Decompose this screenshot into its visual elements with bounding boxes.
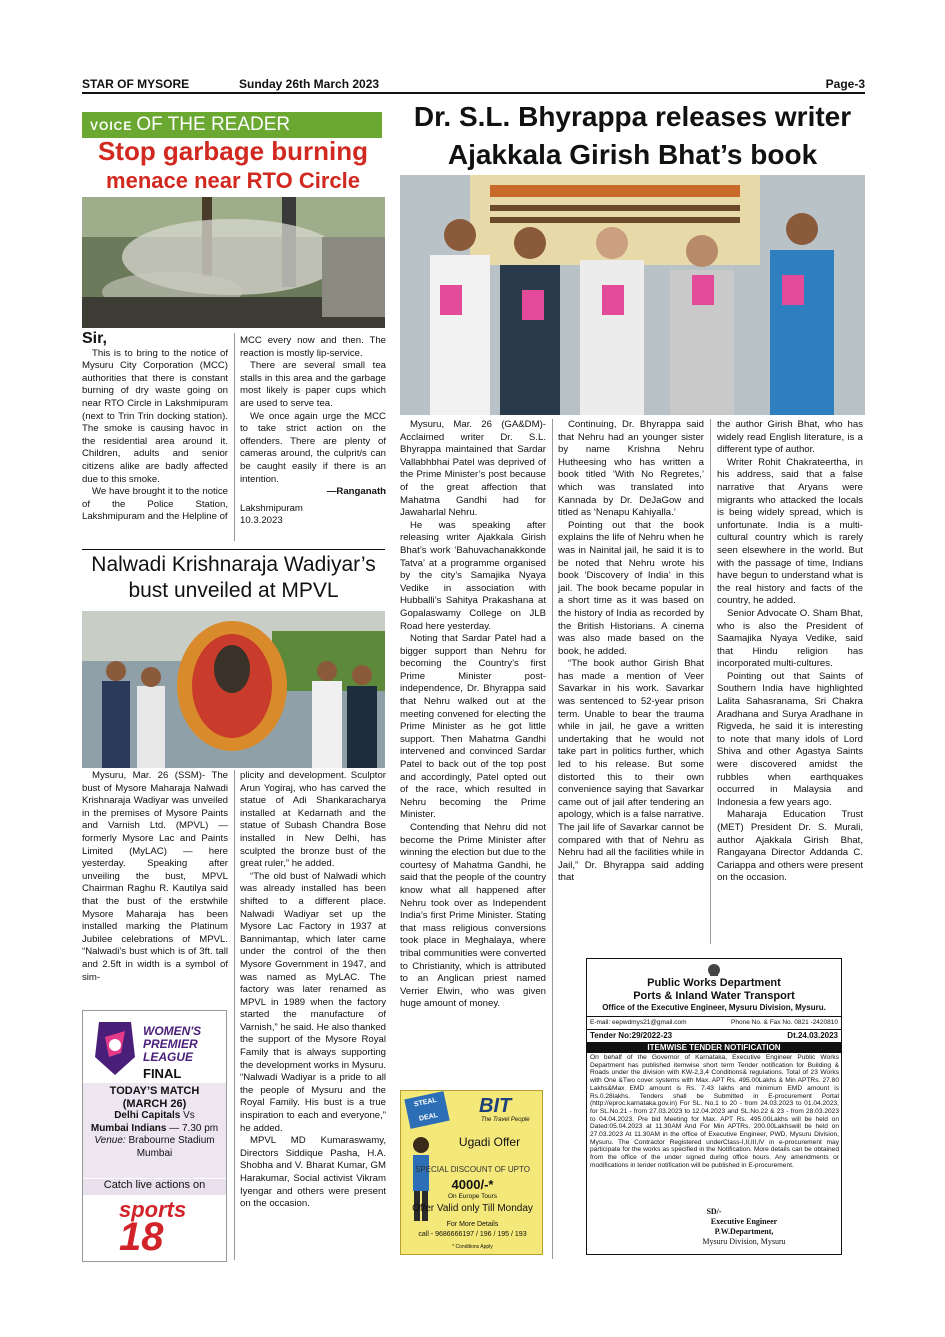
tender-email: E-mail: eepwdmys21@gmail.com [590, 1019, 687, 1026]
bust-text-col2 [240, 770, 386, 1264]
bust-headline-2: bust unveiled at MPVL [128, 579, 339, 602]
issue-date: Sunday 26th March 2023 [239, 77, 380, 91]
wpl-vs: Vs [183, 1110, 195, 1121]
paper-name: STAR OF MYSORE [82, 77, 190, 91]
page-number: Page-3 [825, 77, 865, 91]
voice-label-rest: OF THE READER [136, 114, 291, 135]
bhyrappa-headline-1: Dr. S.L. Bhyrappa releases writer [413, 101, 852, 132]
wpl-logo-icon [89, 1017, 139, 1077]
voice-place: Lakshmipuram [240, 502, 303, 514]
bust-para: plicity and development. Sculptor Arun Yogiraj, who has carved the statue of Adi Shankaracharya installed at Kedarnath and the statue of Subash Chandra Bose installed in New Delhi, has sculpted the bronze bust of the great ruler,” he added. [240, 770, 386, 870]
voice-label: VOICE [90, 119, 133, 133]
tender-phone: Phone No. & Fax No. 0821 -2420810 [731, 1019, 838, 1026]
offer-valid: Offer Valid only Till Monday [412, 1203, 533, 1214]
voice-text-col1 [82, 330, 228, 523]
column-divider [234, 333, 235, 541]
bhyrappa-para: Maharaja Education Trust (MET) President Dr. S. Murali, author Ajakkala Girish Bhat, Rangayana Director Addanda C. Cariappa and others were present on the occasion. [717, 809, 863, 884]
book-release-photo [400, 175, 865, 415]
tender-office: Office of the Executive Engineer, Mysuru Division, Mysuru. [602, 1003, 826, 1012]
bhyrappa-para: Contending that Nehru did not become the Prime Minister after winning the election but due to the courtesy of Mahatma Gandhi, he said that the people of the country know what all happened after Nehru took over as Independent India’s first Prime Minister. Stating that mass religious conversions took place in Meghalaya, where tribal communities were converted to Christianity, which is attributed to an Anglican priest named Verrier Elwin, who was given huge amount of money. [400, 822, 546, 1010]
conditions-apply: * Conditions Apply [452, 1244, 493, 1250]
wpl-team2: Mumbai Indians [90, 1122, 167, 1134]
voice-para: This is to bring to the notice of Mysuru City Corporation (MCC) authorities that there is constant burning of dry waste going on near RTO Circle in Lakshmipuram (next to Trin Trin docking station). The smoke is causing havoc in the residential area around it. Children, adults and senior citizens alike are badly affected due to this smoke. [82, 347, 228, 485]
tender-body: On behalf of the Governor of Karnataka, Executive Engineer Public Works Department has published itemwise short term Tender notification for Building & Roads under the division with KW-2,3,4 Conditions& regulations. Total of 23 Works with One &Two cover systems with Max. APT Rs. 495.00Lakhs & Min APTRs. 27.80 Lakhs&Max EMD amount is Rs. 7.43 lakhs and minimum EMD amount is Rs.0.28lakhs. Tenders shall be Submitted in E-procurement Portal (http://eproc.karnataka.gov.in) For SL. No.1 to 20 - from 24.03.2023 to 01.04.2023, for SL.No.21 - from 27.03.2023 to 12.04.2023 and SL.No.22 & 23 - from 28.03.2023 to 04.04.2023. Pre bid Meeting for Max. APT Rs. 495.00Lakhs will be held on Dated:05.04.2023 at 11.30AM And For Min APTRs. 200.00Lakhswill be held on 27.03.2023 At 11.30AM in the office of Executive Engineer, PWD, Mysuru Division, Mysuru. The Contractor Registered underClass-I,II,III,IV in e-procurement may participate for the works as specified in the Notification. More details can be obtained from the office of the under signed during office hours. Any amendments or modifications in tender notification will be published in E-procurement. [590, 1054, 839, 1169]
voice-of-reader-banner [82, 112, 382, 138]
wpl-line1: WOMEN'S [143, 1024, 202, 1038]
more-details: For More Details [446, 1221, 499, 1228]
ugadi-offer: Ugadi Offer [458, 1135, 521, 1149]
wpl-venue-label: Venue: [94, 1135, 126, 1146]
wpl-line2: PREMIER [143, 1037, 198, 1051]
bust-para: “The old bust of Nalwadi which was already installed has been shifted to a different place. Nalwadi Wadiyar set up the Mysore Lac Factory in 1937 at Bannimantap, which later came under the control of the then Mysore Government in 1947, and was named as MyLAC. The factory was later renamed as MPVL in 1989 when the factory started the manufacture of Varnish,” he said. He also thanked the support of the Mysore Royal Family that is always supporting the development works in Mysuru. “Nalwadi Wadiyar is a pride to all the people of Mysuru and the Royal Family. His bust is a true inspiration to each and everyone,” he added. [240, 870, 386, 1134]
book-release-art [400, 175, 865, 415]
column-divider [552, 419, 553, 1259]
bust-text-col1 [82, 770, 228, 1002]
tender-rule [587, 1029, 841, 1030]
discount-star: * [488, 1177, 494, 1192]
bhyrappa-para: Writer Rohit Chakrateertha, in his address, said that a false narrative that Aryans were migrants who attacked the locals is being widely spread, which is unfortunate. India is a multi-cultural country which is rarely seen elsewhere in the world. But with the passage of time, Indians have begun to understand what is the real history and facts of the country, he added. [717, 456, 863, 607]
column-divider [710, 419, 711, 944]
wpl-team1: Delhi Capitals [114, 1110, 181, 1121]
sports-logo: sports [119, 1197, 187, 1222]
steal-deal-badge: STEAL DEAL [404, 1091, 449, 1129]
wpl-city: Mumbai [136, 1147, 173, 1159]
garbage-burning-photo [82, 197, 385, 328]
bhyrappa-para: Pointing out that Saints of Southern India have highlighted Lalita Sahasranama, Sri Chakra Aradhana and Surya Aradhane in Rigveda, he said it is interesting to note that many idols of Lord Shiva and other Agastya Saints were discovered amidst the rubbles when earthquakes occurred in Malaysia and Indonesia a few years ago. [717, 670, 863, 808]
bhyrappa-headline-2: Ajakkala Girish Bhat’s book [447, 139, 818, 170]
tender-sd: SD/- [706, 1207, 722, 1216]
wpl-final: FINAL [143, 1066, 182, 1081]
tender-sub: Ports & Inland Water Transport [633, 990, 795, 1002]
wpl-ad [82, 1010, 227, 1262]
bust-headline-1: Nalwadi Krishnaraja Wadiyar’s [91, 553, 376, 576]
tender-number: Tender No:29/2022-23 [590, 1031, 673, 1040]
voice-text-col2 [240, 335, 386, 547]
bhyrappa-para: the author Girish Bhat, who has widely read English literature, is a different type of author. [717, 419, 863, 456]
tender-banner: ITEMWISE TENDER NOTIFICATION [587, 1042, 841, 1053]
voice-para: There are several small tea stalls in this area and the garbage most likely is paper cups which are used to serve tea. [240, 360, 386, 409]
bhyrappa-para: Continuing, Dr. Bhyrappa said that Nehru had an younger sister by name Krishna Nehru Hutheesing who has written a book titled ‘With No Regretes,’ which was translated into Kannada by Dr. DeJaGow and titled as ‘Nenapu Kahiyalla.’ [558, 419, 704, 519]
voice-headline-2: menace near RTO Circle [106, 168, 360, 193]
voice-date: 10.3.2023 [240, 515, 283, 527]
voice-signature: —Ranganath [326, 486, 386, 498]
wpl-time: — 7.30 pm [169, 1122, 219, 1134]
wpl-catch: Catch live actions on [83, 1179, 226, 1195]
bhyrappa-para: “The book author Girish Bhat has made a mention of Veer Savarkar in his work. Savarkar was sentenced to 52-year prison term. Unable to bear the trauma while in jail, he gave a written undertaking that he would not take part in politics further, which led to his release. But some distorted this to their own convenience saying that Savarkar came out of jail after tendering an apology, which is a false narrative. The jail life of Savarkar cannot be compared with that of Nehru as Nehru had all the facilities while in Jail,” Dr. Bhyrappa said adding that [558, 658, 704, 884]
bhyrappa-para: Noting that Sardar Patel had a bigger support than Nehru for becoming the Country’s first Prime Minister post-independence, Dr. Bhyrappa said that Nehru walked out at the meeting convened for electing the Prime Minister as he got little support. Then Mahatma Gandhi intervened and convinced Sardar Patel to back out of the top post and accordingly, Patel opted out of the race, which resulted in Nehru becoming the Prime Minister. [400, 633, 546, 821]
call-numbers: call - 9686666197 / 196 / 195 / 193 [418, 1231, 527, 1238]
bit-logo: BIT [479, 1095, 512, 1117]
tender-dept: Public Works Department [647, 977, 781, 989]
wpl-venue: Brabourne Stadium [128, 1135, 215, 1146]
bust-para: Mysuru, Mar. 26 (SSM)- The bust of Mysore Maharaja Nalwadi Krishnaraja Wadiyar was unveiled in the premises of Mysore Paints and Varnish Ltd. (MPVL) — formerly Mysore Lac and Paints Limited (MyLAC) — here yesterday. Speaking after unveiling the bust, MPVL Chairman Raghu R. Kautilya said that the bust of the erstwhile Mysore Maharaja has been installed marking the Platinum Jubilee celebrations of MPVL. “Nalwadi’s bust which is of 3ft. tall and 2.5ft in width is a symbol of sim- [82, 770, 228, 983]
voice-para: We have brought it to the notice of the Police Station, Lakshmipuram and the Helpline of [82, 486, 228, 523]
bhyrappa-para: Senior Advocate O. Sham Bhat, who is also the President of Saamajika Nyaya Vedike, said that Hindu religion has incorporated multi-cultures. [717, 607, 863, 670]
bhyrappa-para: Pointing out that the book explains the life of Nehru when he was in Nainital jail, he said it is to be noted that Nehru wrote his book ‘Discovery of India’ in this jail. The book became popular in a short time as it was based on the history of India as recorded by the British Historians. A cinema was also made based on the book, he added. [558, 519, 704, 657]
tender-rule [587, 1016, 841, 1017]
sports-18-logo: 18 [119, 1215, 164, 1259]
bust-unveiling-photo [82, 611, 385, 768]
voice-para: MCC every now and then. The reaction is mostly lip-service. [240, 335, 386, 359]
voice-salutation: Sir, [82, 330, 107, 347]
special-discount: SPECIAL DISCOUNT OF UPTO [415, 1165, 530, 1174]
bust-para: MPVL MD Kumaraswamy, Directors Siddique Pasha, H.A. Shobha and V. Bharat Kumar, GM Harakumar, Social activist Vikram Iyengar and others were present on the occasion. [240, 1135, 386, 1210]
voice-headline-1: Stop garbage burning [97, 136, 369, 166]
bhyrappa-para: He was speaking after releasing writer Ajakkala Girish Bhat’s work ‘Bahuvachanakkonde Tatva’ at a programme organised by the city’s Samajika Nyaya Vedike in association with Hubballi’s Sahitya Prakashana at Gopalaswamy College on JLB Road here yesterday. [400, 519, 546, 632]
garbage-photo-art [82, 197, 385, 328]
tender-division: Mysuru Division, Mysuru [702, 1237, 786, 1246]
bit-travel-ad [400, 1090, 543, 1255]
tender-ee: Executive Engineer [710, 1217, 778, 1226]
voice-para: We once again urge the MCC to take strict action on the offenders. There are plenty of cameras around, the culprit/s can be caught easily if there is an intention. [240, 410, 386, 485]
tender-date: Dt.24.03.2023 [787, 1031, 838, 1040]
page-header [82, 76, 865, 94]
column-divider [234, 770, 235, 1260]
bhyrappa-text-col3 [717, 419, 863, 947]
bit-tagline: The Travel People [481, 1117, 530, 1123]
bhyrappa-para: Mysuru, Mar. 26 (GA&DM)- Acclaimed writer Dr. S.L. Bhyrappa maintained that Sardar Vallabhbhai Patel was deprived of the Prime Minister’s post because of the great affection that Mahatma Gandhi had for Jawaharlal Nehru. [400, 419, 546, 519]
bhyrappa-text-col2 [558, 419, 704, 947]
tender-notice [586, 958, 842, 1255]
tender-pwd: P.W.Department, [714, 1227, 774, 1236]
bhyrappa-text-col1 [400, 419, 546, 1079]
europe-tours: On Europe Tours [447, 1193, 498, 1200]
wpl-today: TODAY’S MATCH [109, 1085, 200, 1097]
wpl-date: (MARCH 26) [122, 1097, 187, 1110]
wpl-line3: LEAGUE [143, 1050, 194, 1064]
bust-photo-art [82, 611, 385, 768]
discount-amount: 4000/- [451, 1177, 489, 1192]
section-rule [82, 549, 385, 550]
